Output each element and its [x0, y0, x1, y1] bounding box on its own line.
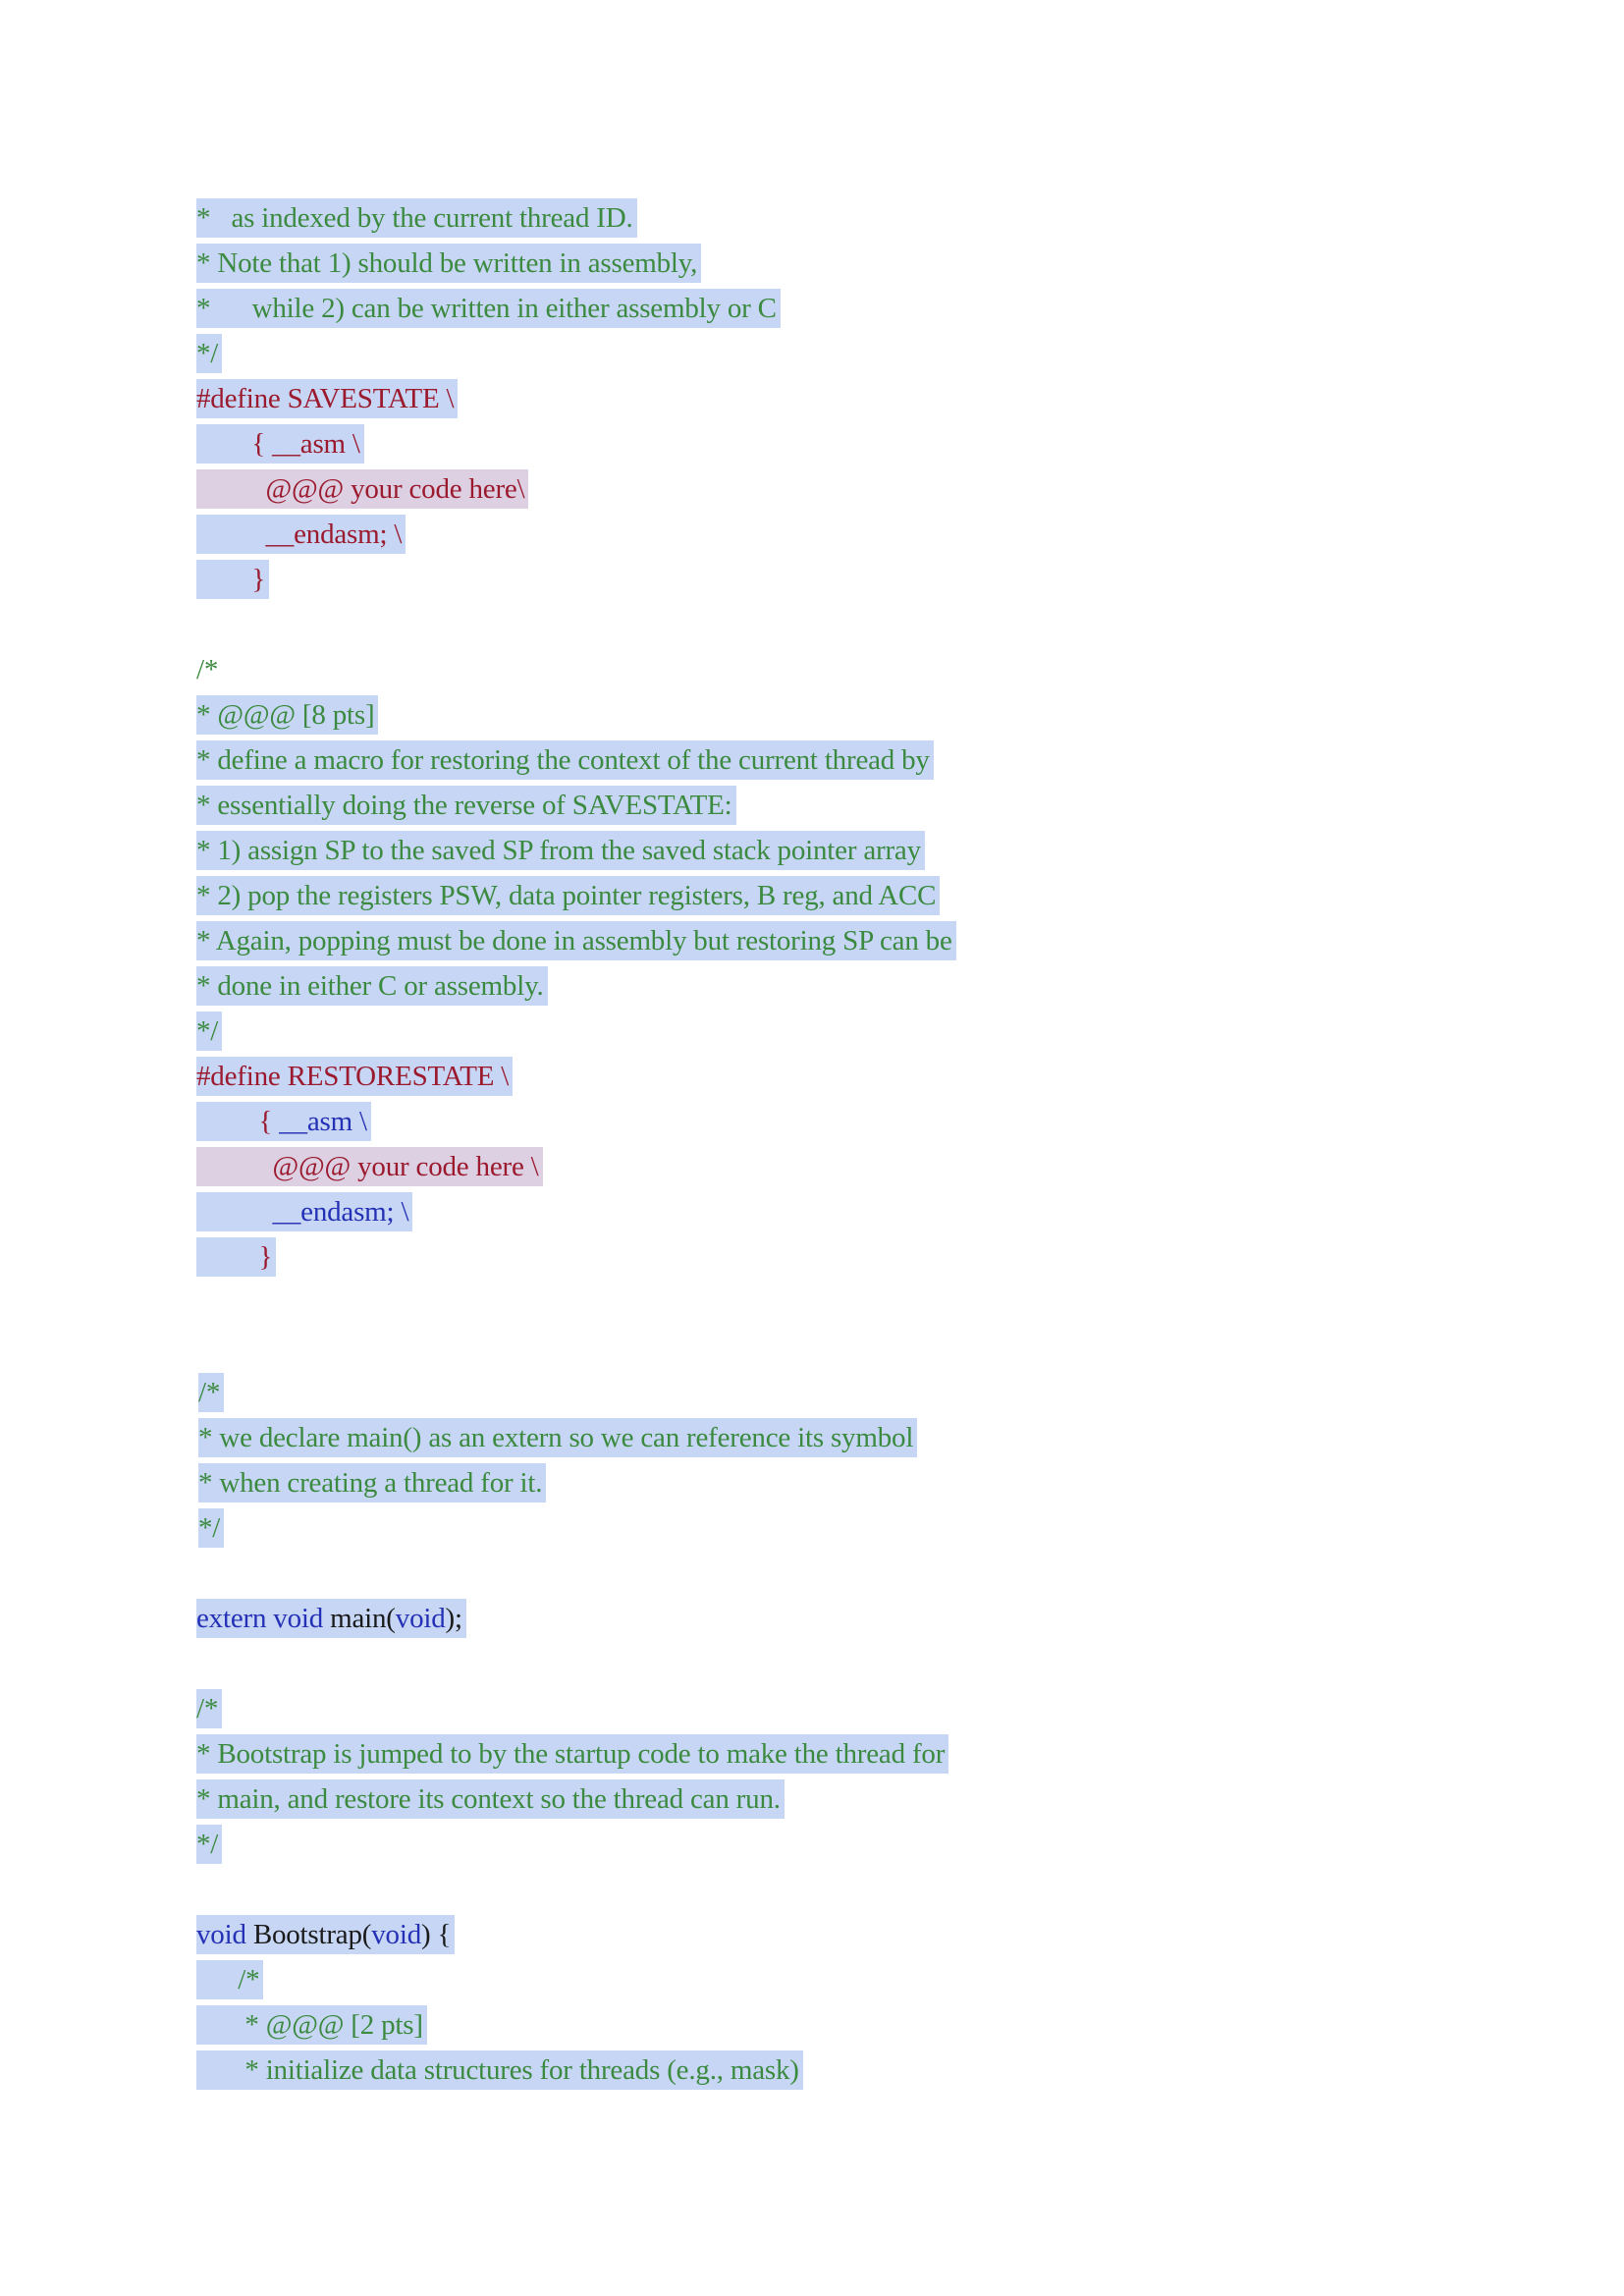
code-line	[196, 695, 378, 735]
code-line	[196, 1779, 785, 1819]
code-line	[196, 876, 940, 915]
code-segment: }	[196, 1241, 273, 1273]
code-line	[196, 1689, 222, 1728]
code-line	[196, 560, 269, 599]
code-line	[198, 1508, 224, 1548]
code-segment: void	[371, 1919, 422, 1950]
code-segment: extern void	[196, 1603, 331, 1634]
code-line	[198, 1418, 917, 1457]
code-line	[196, 515, 406, 554]
code-line	[196, 1237, 276, 1277]
code-segment: __endasm; \	[196, 519, 403, 550]
code-line	[196, 650, 222, 689]
code-line	[196, 198, 637, 238]
code-segment: @@@ your code here\	[196, 473, 525, 505]
code-line	[196, 2005, 427, 2045]
code-segment: );	[445, 1603, 462, 1634]
code-segment: @@@ your code here \	[196, 1151, 539, 1182]
code-line	[196, 1057, 513, 1096]
code-segment: * main, and restore its context so the thread can run.	[196, 1783, 781, 1815]
code-segment: * Again, popping must be done in assembly but restoring SP can be	[196, 925, 952, 957]
code-line	[196, 1102, 371, 1141]
code-line	[196, 244, 701, 283]
code-line	[196, 379, 458, 418]
code-segment: #define RESTORESTATE \	[196, 1061, 510, 1092]
code-segment: Bootstrap(	[252, 1919, 372, 1950]
code-segment: __asm \	[279, 1106, 367, 1137]
code-line	[198, 1373, 224, 1412]
code-segment: /*	[196, 1693, 219, 1724]
code-segment: * define a macro for restoring the context of the current thread by	[196, 744, 930, 776]
code-line	[196, 424, 364, 464]
code-segment: * as indexed by the current thread ID.	[196, 202, 633, 234]
code-segment: /*	[198, 1377, 221, 1408]
code-line	[196, 1147, 543, 1186]
code-line	[196, 1960, 263, 1999]
code-line	[196, 831, 925, 870]
code-line	[196, 1192, 412, 1231]
code-segment: */	[198, 1512, 221, 1544]
code-segment: main(	[330, 1603, 396, 1634]
code-segment: {	[196, 1106, 280, 1137]
code-segment: * we declare main() as an extern so we can reference its symbol	[198, 1422, 914, 1453]
code-segment: * Bootstrap is jumped to by the startup code to make the thread for	[196, 1738, 946, 1770]
code-line	[196, 740, 934, 780]
code-segment: */	[196, 1829, 219, 1860]
code-line	[196, 1915, 455, 1954]
code-line	[196, 2050, 803, 2090]
code-segment: ) {	[421, 1919, 452, 1950]
code-line	[196, 921, 956, 960]
code-line	[196, 334, 222, 373]
code-segment: { __asm \	[196, 428, 360, 460]
code-segment: * essentially doing the reverse of SAVESTATE:	[196, 790, 732, 821]
code-line	[196, 1825, 222, 1864]
code-line	[198, 1463, 546, 1503]
code-line	[196, 966, 548, 1006]
code-segment: #define SAVESTATE \	[196, 383, 455, 414]
code-line	[196, 786, 736, 825]
code-segment: * initialize data structures for threads (e.g., mask)	[196, 2054, 799, 2086]
code-line	[196, 1599, 466, 1638]
code-segment: * when creating a thread for it.	[198, 1467, 543, 1499]
code-segment: __endasm; \	[196, 1196, 409, 1228]
code-segment: /*	[196, 1964, 260, 1995]
code-line	[196, 1011, 222, 1051]
code-segment: * @@@ [2 pts]	[196, 2009, 423, 2041]
code-segment: * while 2) can be written in either assembly or C	[196, 293, 777, 324]
code-segment: void	[196, 1919, 253, 1950]
code-segment: void	[395, 1603, 446, 1634]
code-segment: * @@@ [8 pts]	[196, 699, 375, 731]
code-segment: * done in either C or assembly.	[196, 970, 544, 1002]
code-segment: /*	[196, 654, 219, 685]
code-segment: */	[196, 338, 219, 369]
code-line	[196, 469, 528, 509]
code-line	[196, 1734, 948, 1774]
code-segment: * Note that 1) should be written in assembly,	[196, 247, 698, 279]
code-line	[196, 289, 781, 328]
code-segment: * 2) pop the registers PSW, data pointer registers, B reg, and ACC	[196, 880, 937, 911]
code-segment: */	[196, 1015, 219, 1047]
code-segment: * 1) assign SP to the saved SP from the saved stack pointer array	[196, 835, 921, 866]
code-segment: }	[196, 564, 266, 595]
